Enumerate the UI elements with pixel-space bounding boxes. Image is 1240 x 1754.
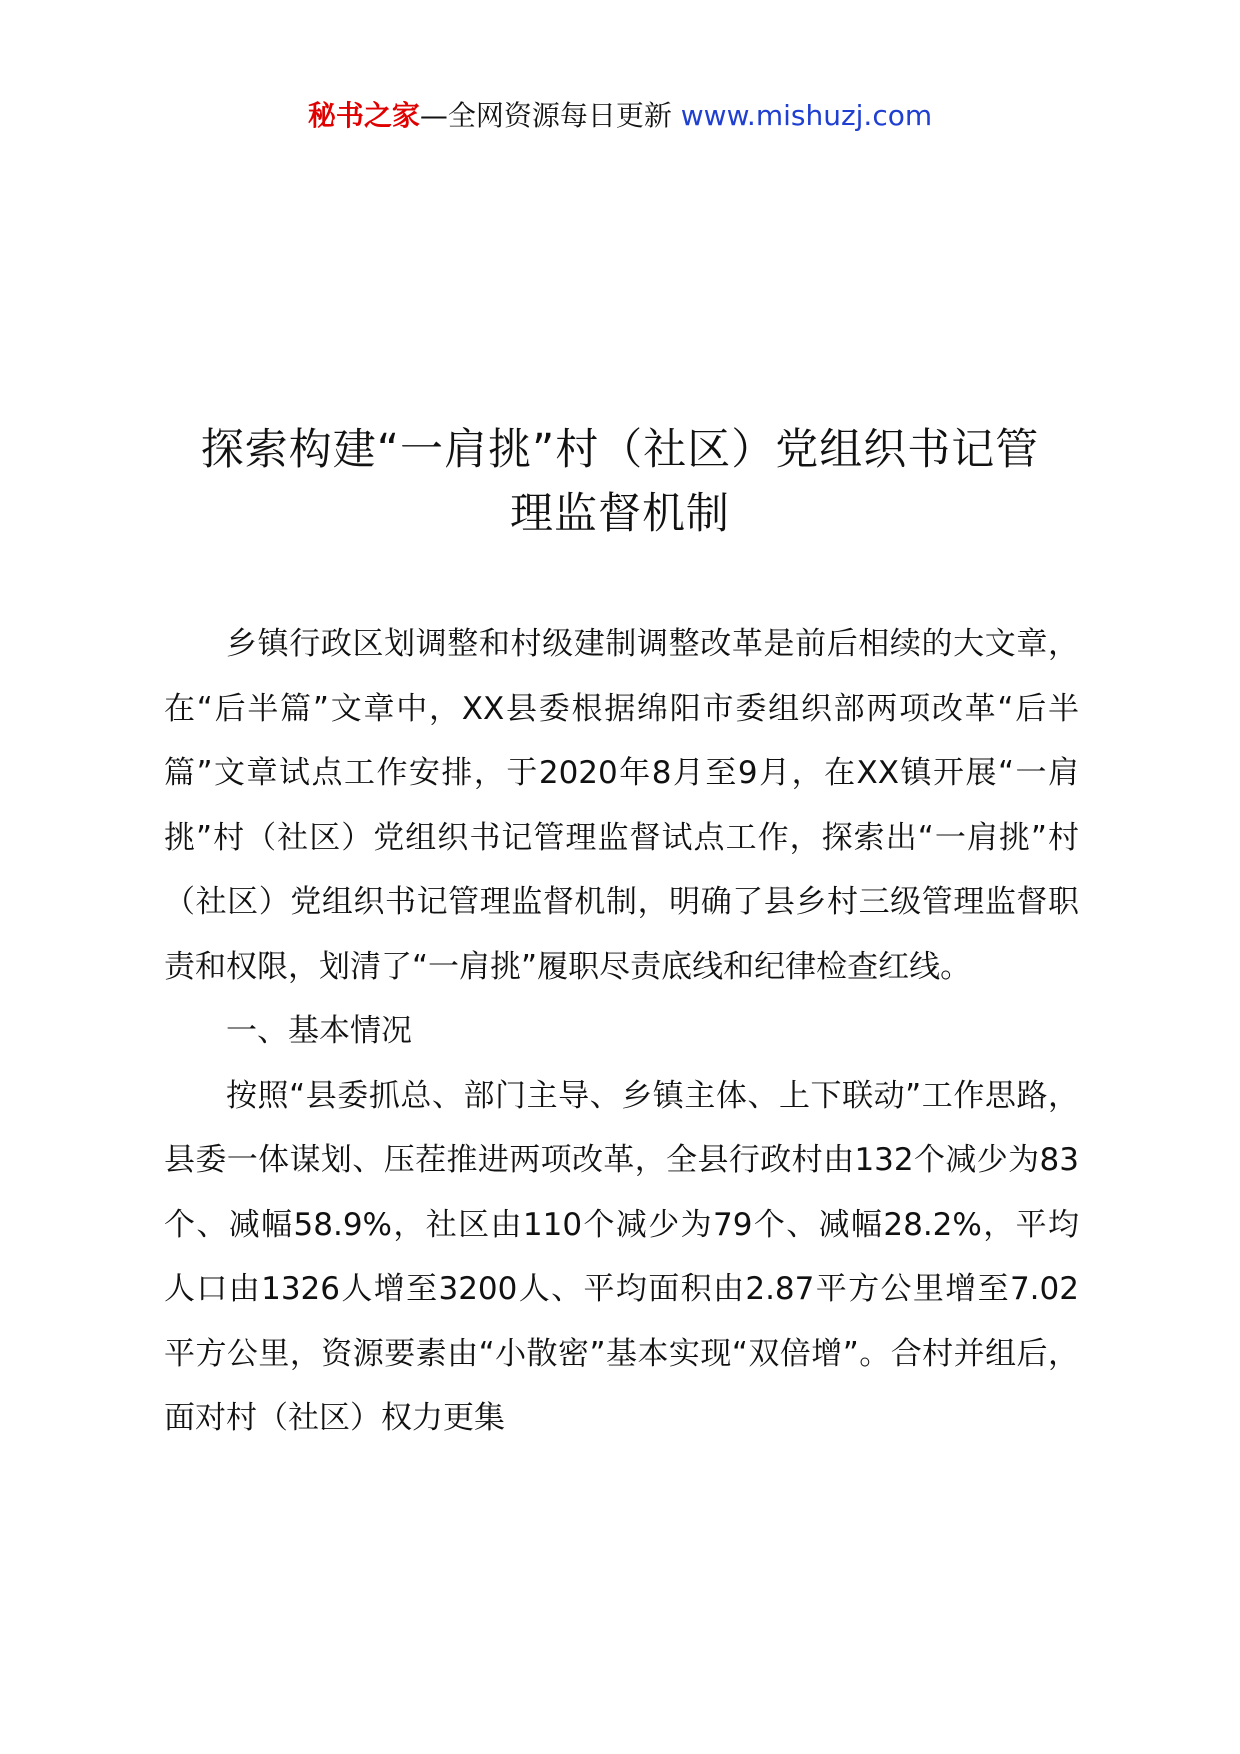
site-header xyxy=(0,96,1240,136)
site-tagline: —全网资源每日更新 xyxy=(419,99,681,132)
document-title xyxy=(160,418,1080,546)
title-line-2: 理监督机制 xyxy=(510,489,730,539)
section-heading-basic-situation: 一、基本情况 xyxy=(226,1013,412,1049)
document-body xyxy=(164,612,1079,1451)
paragraph-intro: 乡镇行政区划调整和村级建制调整改革是前后相续的大文章，在“后半篇”文章中，XX县委根据绵阳市委组织部两项改革“后半篇”文章试点工作安排，于2020年8月至9月，在XX镇开展“一肩挑”村（社区）党组织书记管理监督试点工作，探索出“一肩挑”村（社区）党组织书记管理监督机制，明确了县乡村三级管理监督职责和权限，划清了“一肩挑”履职尽责底线和纪律检查红线。 xyxy=(164,626,1079,985)
site-url-link[interactable]: www.mishuzj.com xyxy=(680,99,933,132)
paragraph-basic-situation: 按照“县委抓总、部门主导、乡镇主体、上下联动”工作思路，县委一体谋划、压茬推进两项改革，全县行政村由132个减少为83个、减幅58.9%，社区由110个减少为79个、减幅28.2%，平均人口由1326人增至3200人、平均面积由2.87平方公里增至7.02平方公里，资源要素由“小散密”基本实现“双倍增”。合村并组后，面对村（社区）权力更集 xyxy=(164,1077,1079,1436)
title-line-1: 探索构建“一肩挑”村（社区）党组织书记管 xyxy=(200,425,1040,475)
site-brand: 秘书之家 xyxy=(307,99,420,132)
